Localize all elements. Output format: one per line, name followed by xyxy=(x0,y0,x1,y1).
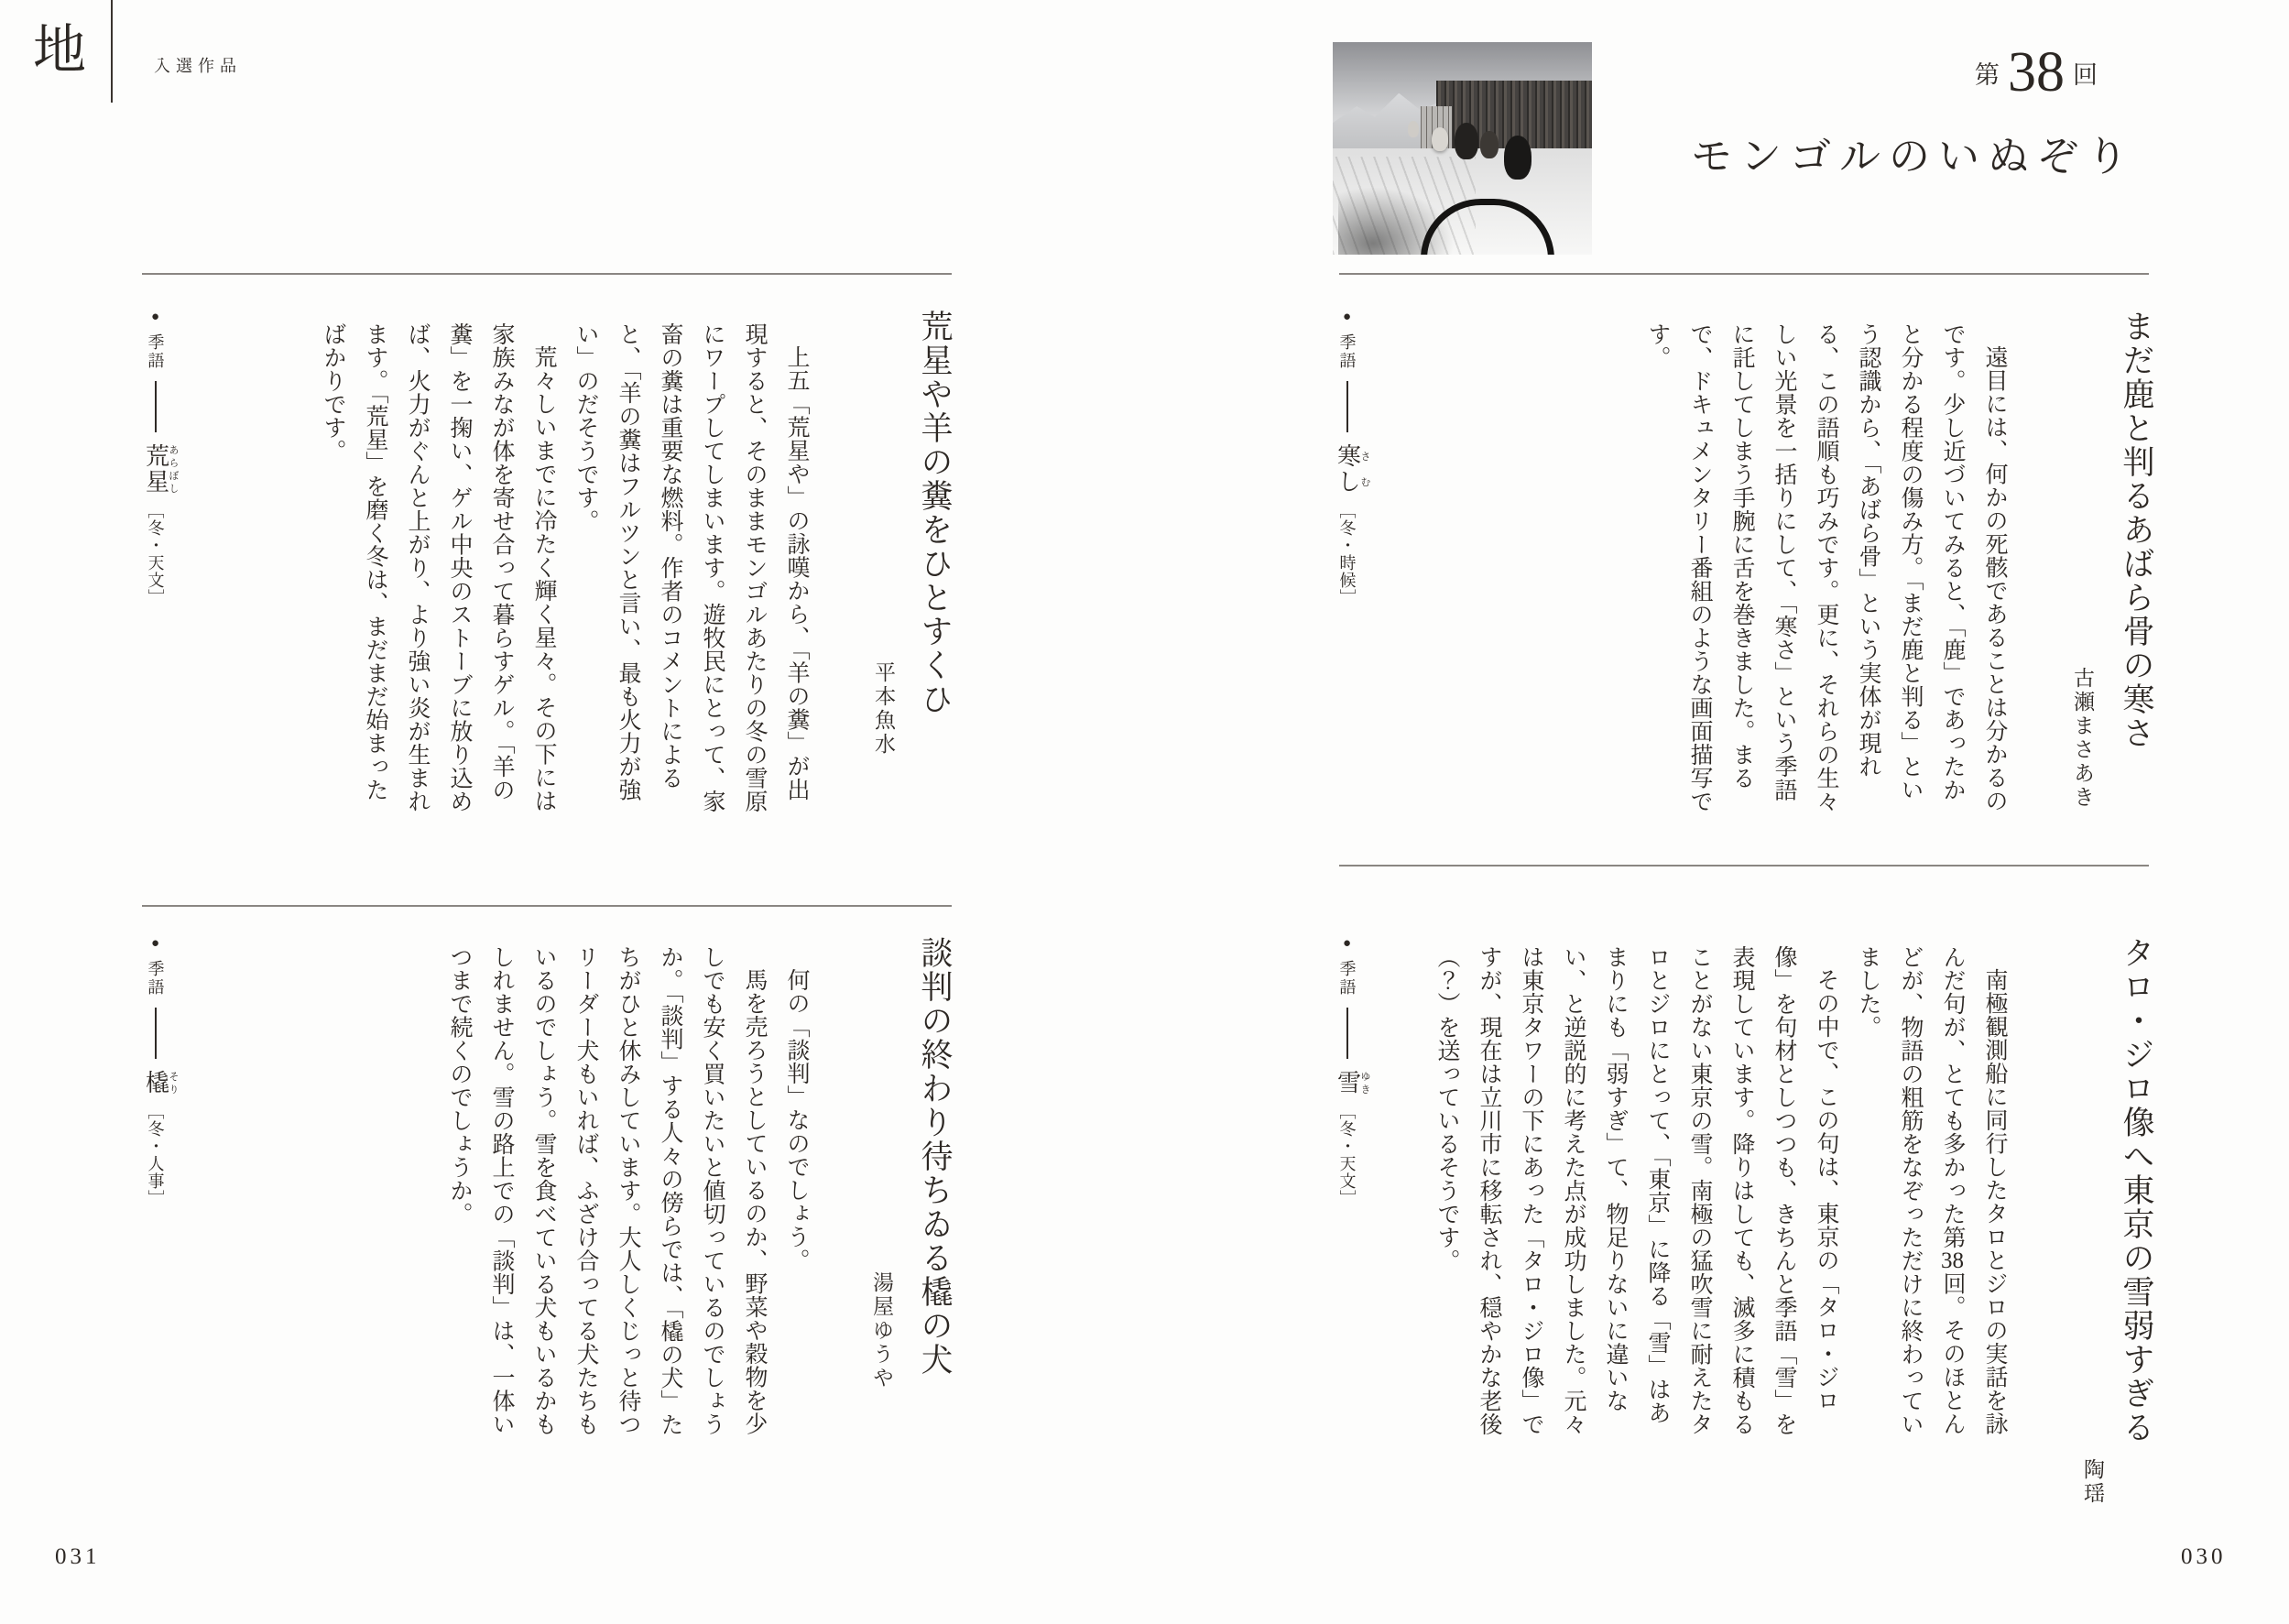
bullet-icon: ● xyxy=(1339,936,1355,953)
kigo-category: ［冬・時候］ xyxy=(1337,502,1357,606)
kigo-dash xyxy=(1346,1008,1348,1059)
kigo-word xyxy=(142,443,179,495)
article-divider xyxy=(1339,273,2149,275)
kigo-furigana: あらぼし xyxy=(168,443,179,495)
season-word-block xyxy=(141,310,179,703)
kigo-dash xyxy=(1346,381,1348,432)
bullet-icon: ● xyxy=(1339,310,1355,326)
kigo-word-text: 雪 xyxy=(1334,1070,1361,1095)
haiku-commentary xyxy=(1425,945,2015,1440)
haiku-author: 湯屋ゆうや xyxy=(870,1271,893,1390)
section-divider-rule xyxy=(111,0,113,103)
kigo-word-text: 寒し xyxy=(1334,443,1361,495)
photo-dog xyxy=(1408,121,1419,137)
commentary-paragraph: 南極観測船に同行したタロとジロの実話を詠んだ句が、とても多かった第38回。そのほとんどが、物語の粗筋をなぞっただけに終わっていました。 xyxy=(1856,945,2007,1436)
round-prefix: 第 xyxy=(1975,60,2000,89)
round-number: 38 xyxy=(2008,41,2065,104)
commentary-paragraph: 荒々しいまでに冷たく輝く星々。その下には家族みなが体を寄せ合って暮らすゲル。「羊の糞」を一掬い、ゲル中央のストーブに放り込めば、火力がぐんと上がり、より強い炎が生まれます。「荒星」を磨く冬は、まだまだ始まったばかりです。 xyxy=(321,322,556,813)
kigo-furigana: さむ xyxy=(1359,443,1370,495)
round-heading xyxy=(1975,42,2098,103)
haiku-commentary xyxy=(438,945,817,1440)
haiku-text: 談判の終わり待ちゐる橇の犬 xyxy=(917,936,953,1377)
page-number-left: 031 xyxy=(55,1544,101,1569)
kigo-label: 季語 xyxy=(146,960,165,997)
haiku-author: 平本魚水 xyxy=(872,661,895,757)
commentary-paragraph: 馬を売ろうとしているのか、野菜や穀物を少しでも安く買いたいと値切っているのでしょうか。「談判」する人々の傍らでは、「橇の犬」たちがひと休みしています。大人しくじっと待つリーダー犬もいれば、ふざけ合ってる犬たちもいるのでしょう。雪を食べている犬もいるかもしれません。雪の路上での「談判」は、一体いつまで続くのでしょうか。 xyxy=(447,945,767,1436)
kigo-dash xyxy=(155,1008,157,1059)
section-kanji: 地 xyxy=(33,20,87,80)
commentary-paragraph: 遠目には、何かの死骸であることは分かるのです。少し近づいてみると、「鹿」であったかと分かる程度の傷み方。「まだ鹿と判る」という認識から、「あばら骨」という実体が現れる、この語順も巧みです。更に、それらの生々しい光景を一括りにして、「寒さ」という季語に託してしまう手腕に舌を巻きました。まるで、ドキュメンタリー番組のような画面描写です。 xyxy=(1645,322,2007,813)
article-divider xyxy=(142,905,952,907)
kigo-word xyxy=(1334,443,1370,495)
bullet-icon: ● xyxy=(147,310,163,326)
page-number-right: 030 xyxy=(2181,1544,2227,1569)
kigo-word-text: 荒星 xyxy=(142,443,169,495)
haiku-commentary xyxy=(311,322,817,817)
kigo-word xyxy=(1334,1070,1370,1095)
haiku-commentary xyxy=(1636,322,2015,817)
kigo-word xyxy=(142,1070,179,1095)
haiku-author: 古瀬まさあき xyxy=(2071,667,2094,810)
section-label: 入選作品 xyxy=(154,57,242,75)
season-word-block xyxy=(1333,310,1370,703)
photo-dog xyxy=(1480,131,1499,158)
haiku-text: まだ鹿と判るあばら骨の寒さ xyxy=(2119,310,2154,750)
kigo-label: 季語 xyxy=(1337,333,1357,370)
round-suffix: 回 xyxy=(2073,60,2098,89)
article-divider xyxy=(142,273,952,275)
kigo-dash xyxy=(155,381,157,432)
article-divider xyxy=(1339,865,2149,866)
commentary-paragraph: 上五「荒星や」の詠嘆から、「羊の糞」が出現すると、そのままモンゴルあたりの冬の雪原にワープしてしまいます。遊牧民にとって、家畜の糞は重要な燃料。作者のコメントによると、「羊の糞はフルツンと言い、最も火力が強い」のだそうです。 xyxy=(573,322,809,813)
kigo-label: 季語 xyxy=(1337,960,1357,997)
series-title: モンゴルのいぬぞり xyxy=(1690,134,2136,180)
haiku-author: 陶瑶 xyxy=(2081,1458,2104,1506)
season-word-block xyxy=(1333,936,1370,1330)
kigo-category: ［冬・天文］ xyxy=(1337,1103,1357,1207)
kigo-word-text: 橇 xyxy=(142,1070,169,1095)
haiku-text: 荒星や羊の糞をひとすくひ xyxy=(917,310,953,716)
haiku-text: タロ・ジロ像へ東京の雪弱すぎる xyxy=(2119,936,2154,1444)
kigo-furigana: ゆき xyxy=(1359,1070,1370,1095)
photo-dog xyxy=(1504,136,1531,180)
photo-dog xyxy=(1455,123,1478,159)
kigo-category: ［冬・天文］ xyxy=(146,502,165,606)
commentary-paragraph: 何の「談判」なのでしょう。 xyxy=(784,968,809,1272)
kigo-label: 季語 xyxy=(146,333,165,370)
kigo-category: ［冬・人事］ xyxy=(146,1103,165,1207)
commentary-paragraph: その中で、この句は、東京の「タロ・ジロ像」を句材としつつも、きちんと季語「雪」を表現しています。降りはしても、滅多に積もることがない東京の雪。南極の猛吹雪に耐えたタロとジロにとって、「東京」に降る「雪」はあまりにも「弱すぎ」て、物足りないに違いない、と逆説的に考えた点が成功しました。元々は東京タワーの下にあった「タロ・ジロ像」ですが、現在は立川市に移転され、穏やかな老後（？）を送っているそうです。 xyxy=(1434,945,1838,1436)
photo-dog xyxy=(1432,127,1448,151)
season-word-block xyxy=(141,936,179,1330)
dog-sledding-photo xyxy=(1333,42,1592,255)
bullet-icon: ● xyxy=(147,936,163,953)
kigo-furigana: そり xyxy=(168,1070,179,1095)
